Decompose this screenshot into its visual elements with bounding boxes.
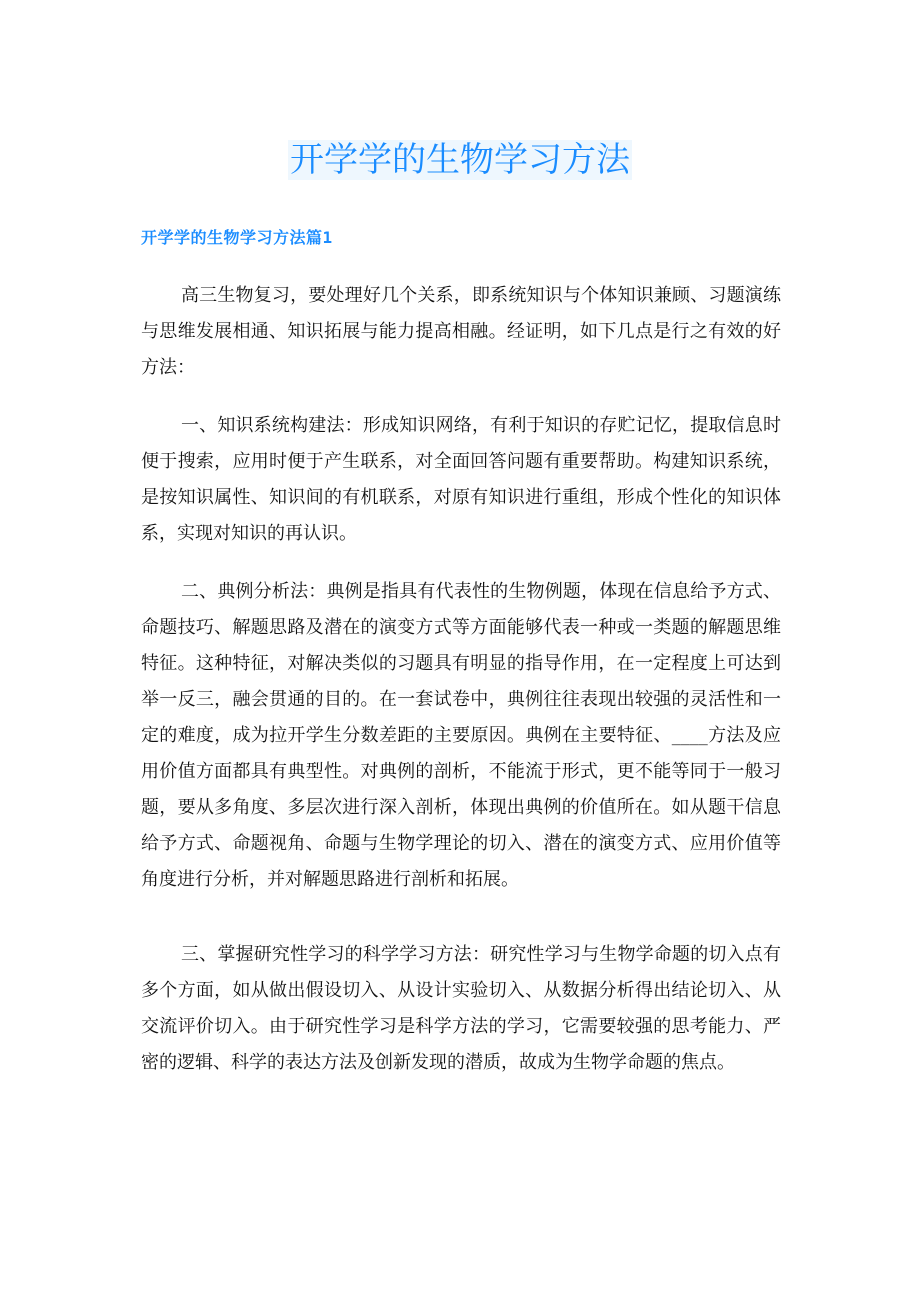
document-title-text: 开学学的生物学习方法 bbox=[290, 140, 630, 180]
section-heading: 开学学的生物学习方法篇1 bbox=[141, 228, 333, 247]
paragraph-method-2: 二、典例分析法：典例是指具有代表性的生物例题，体现在信息给予方式、命题技巧、解题思路及潜在的演变方式等方面能够代表一种或一类题的解题思维特征。这种特征，对解决类似的习题具有明显的指导作用，在一定程度上可达到举一反三，融会贯通的目的。在一套试卷中，典例往往表现出较强的灵活性和一定的难度，成为拉开学生分数差距的主要原因。典例在主要特征、____方法及应用价值方面都具有典型性。对典例的剖析，不能流于形式，更不能等同于一般习题，要从多角度、多层次进行深入剖析，体现出典例的价值所在。如从题干信息给予方式、命题视角、命题与生物学理论的切入、潜在的演变方式、应用价值等角度进行分析，并对解题思路进行剖析和拓展。 bbox=[141, 581, 781, 890]
document-title bbox=[0, 136, 920, 184]
paragraph-method-3: 三、掌握研究性学习的科学学习方法：研究性学习与生物学命题的切入点有多个方面，如从做出假设切入、从设计实验切入、从数据分析得出结论切入、从交流评价切入。由于研究性学习是科学方法的学习，它需要较强的思考能力、严密的逻辑、科学的表达方法及创新发现的潜质，故成为生物学命题的焦点。 bbox=[141, 944, 781, 1073]
paragraph-method-1: 一、知识系统构建法：形成知识网络，有利于知识的存贮记忆，提取信息时便于搜索，应用时便于产生联系，对全面回答问题有重要帮助。构建知识系统，是按知识属性、知识间的有机联系，对原有知识进行重组，形成个性化的知识体系，实现对知识的再认识。 bbox=[141, 415, 781, 544]
paragraph-intro: 高三生物复习，要处理好几个关系，即系统知识与个体知识兼顾、习题演练与思维发展相通、知识拓展与能力提高相融。经证明，如下几点是行之有效的好方法： bbox=[141, 285, 781, 378]
